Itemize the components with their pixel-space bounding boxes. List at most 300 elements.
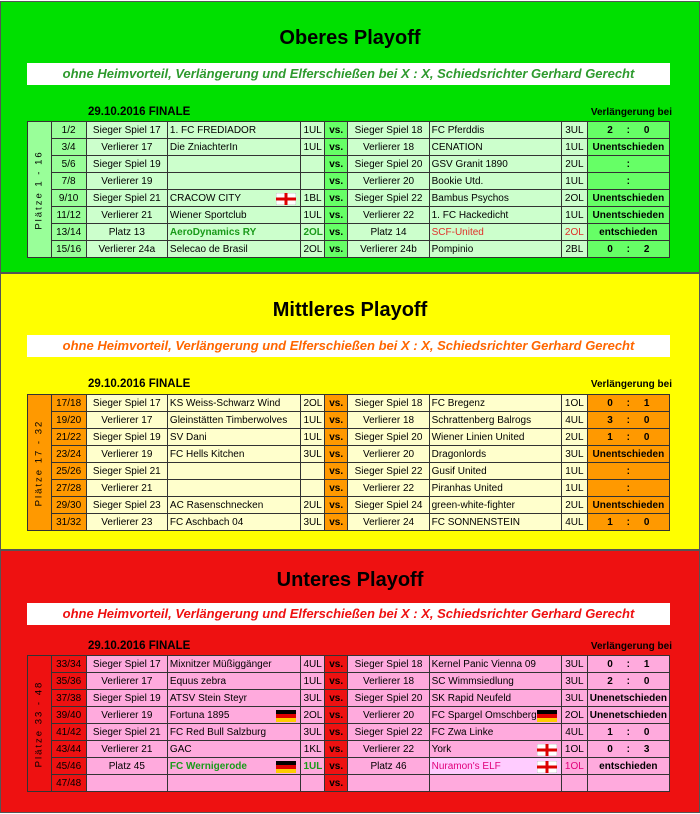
- place-cell: [51, 241, 86, 258]
- result-cell: [587, 156, 669, 173]
- away-team-text: Piranhas United: [431, 482, 503, 494]
- away-label-cell: [348, 122, 429, 139]
- place-cell: [51, 463, 86, 480]
- home-team-cell: [167, 446, 301, 463]
- home-league-cell: [301, 673, 325, 690]
- away-league-text: 3UL: [565, 448, 584, 460]
- away-team-cell: [429, 758, 561, 775]
- away-label-text: Sieger Spiel 20: [354, 692, 423, 704]
- home-label-cell: [86, 241, 167, 258]
- away-label-cell: [348, 690, 429, 707]
- away-team-cell: [429, 463, 561, 480]
- away-label-text: Verlierer 18: [362, 141, 415, 153]
- home-label-text: Verlierer 17: [101, 414, 153, 426]
- away-label-cell: [348, 514, 429, 531]
- away-league-text: 4UL: [565, 516, 584, 528]
- table-row: [28, 156, 670, 173]
- place-text: 1/2: [61, 124, 76, 136]
- away-team-cell: [429, 207, 561, 224]
- table-row: [28, 429, 670, 446]
- table-row: [28, 224, 670, 241]
- result-cell: [587, 207, 669, 224]
- away-team-cell: [429, 775, 561, 792]
- result-text: 0 : 1: [607, 658, 650, 670]
- home-label-cell: [86, 690, 167, 707]
- rules-banner: ohne Heimvorteil, Verlängerung und Elferschießen bei X : X, Schiedsrichter Gerhard Gerecht: [27, 603, 670, 625]
- place-cell: [51, 446, 86, 463]
- home-label-text: Verlierer 23: [101, 516, 153, 528]
- home-label-cell: [86, 395, 167, 412]
- home-team-text: FC Wernigerode: [169, 760, 247, 772]
- place-text: 11/12: [56, 209, 81, 221]
- place-text: 47/48: [56, 777, 82, 789]
- away-label-text: Verlierer 22: [362, 209, 415, 221]
- away-league-text: 4UL: [565, 414, 584, 426]
- away-league-cell: [562, 241, 588, 258]
- place-text: 21/22: [56, 431, 82, 443]
- home-league-cell: [301, 156, 325, 173]
- away-label-cell: [348, 758, 429, 775]
- table-row: [28, 139, 670, 156]
- result-text: Unentschieden: [592, 448, 665, 460]
- home-label-cell: [86, 707, 167, 724]
- result-text: 1 : 0: [607, 431, 650, 443]
- vs-cell: vs.: [324, 190, 348, 207]
- home-team-cell: [167, 207, 301, 224]
- date-text: 29.10.2016: [88, 640, 146, 652]
- vs-cell: vs.: [324, 156, 348, 173]
- home-league-cell: [301, 224, 325, 241]
- away-label-cell: [348, 480, 429, 497]
- away-team-text: Wiener Linien United: [431, 431, 525, 443]
- away-team-text: SK Rapid Neufeld: [431, 692, 512, 704]
- away-label-text: Verlierer 24b: [360, 243, 417, 255]
- home-league-text: 1UL: [303, 675, 322, 687]
- table-row: [28, 775, 670, 792]
- home-team-text: 1. FC FREDIADOR: [169, 124, 257, 136]
- place-cell: [51, 741, 86, 758]
- away-team-cell: [429, 429, 561, 446]
- home-label-cell: [86, 741, 167, 758]
- place-text: 31/32: [56, 516, 82, 528]
- places-side-label: [28, 656, 52, 792]
- away-label-text: Sieger Spiel 18: [354, 124, 423, 136]
- home-label-text: Verlierer 21: [101, 482, 153, 494]
- match-date: [88, 640, 190, 652]
- home-label-cell: [86, 156, 167, 173]
- away-team-cell: [429, 241, 561, 258]
- away-team-cell: [429, 497, 561, 514]
- away-league-cell: [562, 190, 588, 207]
- home-league-cell: [301, 412, 325, 429]
- home-team-cell: [167, 480, 301, 497]
- home-label-cell: [86, 224, 167, 241]
- result-cell: [587, 446, 669, 463]
- away-league-cell: [562, 463, 588, 480]
- result-cell: [587, 395, 669, 412]
- vs-cell: vs.: [324, 741, 348, 758]
- place-text: 23/24: [56, 448, 82, 460]
- home-label-text: Verlierer 21: [101, 209, 153, 221]
- home-league-cell: [301, 207, 325, 224]
- away-league-text: 1OL: [564, 397, 584, 409]
- home-team-cell: [167, 139, 301, 156]
- home-label-text: Sieger Spiel 17: [92, 397, 161, 409]
- result-cell: [587, 463, 669, 480]
- home-league-text: 1UL: [303, 760, 323, 772]
- place-text: 39/40: [56, 709, 82, 721]
- home-team-cell: [167, 497, 301, 514]
- away-label-cell: [348, 724, 429, 741]
- germany-flag-icon: [276, 710, 296, 722]
- vs-cell: vs.: [324, 775, 348, 792]
- away-team-text: Bookie Utd.: [431, 175, 484, 187]
- away-label-cell: [348, 139, 429, 156]
- place-cell: [51, 758, 86, 775]
- date-text: 29.10.2016: [88, 378, 146, 390]
- home-label-cell: [86, 724, 167, 741]
- table-row: [28, 463, 670, 480]
- home-team-cell: [167, 122, 301, 139]
- away-label-cell: [348, 190, 429, 207]
- home-team-text: FC Red Bull Salzburg: [169, 726, 267, 738]
- home-team-cell: [167, 758, 301, 775]
- away-label-text: Verlierer 20: [362, 448, 415, 460]
- place-cell: [51, 429, 86, 446]
- vs-cell: vs.: [324, 429, 348, 446]
- result-cell: [587, 412, 669, 429]
- home-label-text: Sieger Spiel 23: [92, 499, 161, 511]
- home-league-cell: [301, 690, 325, 707]
- home-team-text: KS Weiss-Schwarz Wind: [169, 397, 281, 409]
- home-label-cell: [86, 656, 167, 673]
- table-row: [28, 122, 670, 139]
- away-team-cell: [429, 690, 561, 707]
- result-cell: [587, 139, 669, 156]
- place-text: 5/6: [61, 158, 76, 170]
- result-cell: [587, 724, 669, 741]
- away-league-cell: [562, 724, 588, 741]
- home-label-text: Sieger Spiel 17: [92, 124, 161, 136]
- away-league-cell: [562, 707, 588, 724]
- home-label-cell: [86, 514, 167, 531]
- away-league-text: 2UL: [565, 431, 584, 443]
- away-team-text: FC Pferddis: [431, 124, 485, 136]
- result-cell: [587, 707, 669, 724]
- vs-cell: vs.: [324, 480, 348, 497]
- away-league-text: 3UL: [565, 692, 584, 704]
- home-team-cell: [167, 429, 301, 446]
- home-league-cell: [301, 758, 325, 775]
- away-team-cell: [429, 656, 561, 673]
- home-label-text: Sieger Spiel 21: [92, 465, 161, 477]
- away-team-text: green-white-fighter: [431, 499, 515, 511]
- vs-cell: vs.: [324, 463, 348, 480]
- home-label-cell: [86, 673, 167, 690]
- away-team-text: FC Zwa Linke: [431, 726, 494, 738]
- home-team-text: Wiener Sportclub: [169, 209, 247, 221]
- home-team-text: Equus zebra: [169, 675, 227, 687]
- home-team-cell: [167, 741, 301, 758]
- away-label-cell: [348, 395, 429, 412]
- away-label-cell: [348, 224, 429, 241]
- vs-cell: vs.: [324, 139, 348, 156]
- place-text: 9/10: [58, 192, 79, 204]
- away-label-text: Sieger Spiel 22: [354, 192, 423, 204]
- home-label-cell: [86, 429, 167, 446]
- table-row: [28, 673, 670, 690]
- result-cell: [587, 741, 669, 758]
- away-team-text: GSV Granit 1890: [431, 158, 508, 170]
- result-text: 0 : 1: [607, 397, 650, 409]
- table-row: [28, 173, 670, 190]
- away-team-cell: [429, 514, 561, 531]
- place-cell: [51, 656, 86, 673]
- home-label-text: Sieger Spiel 19: [92, 431, 161, 443]
- table-row: [28, 690, 670, 707]
- result-text: 3 : 0: [607, 414, 650, 426]
- away-label-cell: [348, 241, 429, 258]
- games-table: [27, 655, 670, 792]
- away-league-text: 1OL: [564, 760, 584, 772]
- result-text: entschieden: [599, 760, 658, 772]
- vs-cell: vs.: [324, 690, 348, 707]
- section-title: Unteres Playoff: [276, 569, 424, 591]
- table-row: [28, 741, 670, 758]
- home-league-text: 3UL: [303, 692, 322, 704]
- home-team-text: AC Rasenschnecken: [169, 499, 264, 511]
- table-row: [28, 707, 670, 724]
- vs-cell: vs.: [324, 241, 348, 258]
- place-cell: [51, 122, 86, 139]
- result-cell: [587, 775, 669, 792]
- result-text: 2 : 0: [607, 124, 650, 136]
- table-row: [28, 395, 670, 412]
- away-label-text: Platz 14: [370, 226, 407, 238]
- away-league-text: 1UL: [565, 141, 584, 153]
- vs-cell: vs.: [324, 395, 348, 412]
- away-label-cell: [348, 656, 429, 673]
- away-league-cell: [562, 758, 588, 775]
- home-league-text: 1KL: [303, 743, 322, 755]
- away-label-cell: [348, 707, 429, 724]
- result-text: Unenetschieden: [589, 709, 667, 721]
- home-league-text: 1UL: [303, 124, 322, 136]
- place-cell: [51, 207, 86, 224]
- away-league-text: 2BL: [565, 243, 584, 255]
- vs-cell: vs.: [324, 656, 348, 673]
- home-team-text: GAC: [169, 743, 192, 755]
- result-cell: [587, 122, 669, 139]
- away-label-text: Sieger Spiel 18: [354, 397, 423, 409]
- away-team-text: Pompinio: [431, 243, 474, 255]
- home-team-cell: [167, 190, 301, 207]
- vs-cell: vs.: [324, 673, 348, 690]
- place-cell: [51, 673, 86, 690]
- away-team-cell: [429, 173, 561, 190]
- away-team-text: 1. FC Hackedicht: [431, 209, 509, 221]
- away-label-cell: [348, 497, 429, 514]
- england-flag-icon: [276, 193, 296, 205]
- home-league-cell: [301, 775, 325, 792]
- home-label-cell: [86, 207, 167, 224]
- home-label-text: Verlierer 19: [101, 709, 153, 721]
- home-team-text: Selecao de Brasil: [169, 243, 248, 255]
- home-team-cell: [167, 707, 301, 724]
- home-label-cell: [86, 122, 167, 139]
- place-cell: [51, 412, 86, 429]
- home-league-text: 1UL: [303, 141, 322, 153]
- away-league-text: 2UL: [565, 158, 584, 170]
- away-league-cell: [562, 497, 588, 514]
- result-text: Unentschieden: [592, 499, 665, 511]
- away-team-cell: [429, 139, 561, 156]
- away-team-text: FC Spargel Omschberg: [431, 709, 537, 721]
- home-league-cell: [301, 707, 325, 724]
- away-league-cell: [562, 224, 588, 241]
- result-text: 1 : 0: [607, 516, 650, 528]
- place-text: 27/28: [56, 482, 82, 494]
- away-team-cell: [429, 412, 561, 429]
- home-team-cell: [167, 775, 301, 792]
- table-row: [28, 758, 670, 775]
- away-label-text: Verlierer 22: [362, 482, 415, 494]
- away-team-text: Dragonlords: [431, 448, 487, 460]
- home-league-cell: [301, 395, 325, 412]
- home-league-cell: [301, 173, 325, 190]
- away-team-text: SC Wimmsiedlung: [431, 675, 514, 687]
- result-text: Unenetschieden: [589, 692, 667, 704]
- table-row: [28, 190, 670, 207]
- away-label-text: Verlierer 18: [362, 414, 415, 426]
- vs-cell: vs.: [324, 412, 348, 429]
- away-team-cell: [429, 446, 561, 463]
- home-team-text: CRACOW CITY: [169, 192, 242, 204]
- result-cell: [587, 224, 669, 241]
- place-text: 7/8: [61, 175, 76, 187]
- result-text: Unentschieden: [592, 141, 665, 153]
- home-label-text: Sieger Spiel 19: [92, 158, 161, 170]
- away-league-cell: [562, 395, 588, 412]
- away-label-text: Sieger Spiel 22: [354, 465, 423, 477]
- result-cell: [587, 673, 669, 690]
- place-cell: [51, 480, 86, 497]
- table-row: [28, 241, 670, 258]
- place-text: 13/14: [56, 226, 82, 238]
- home-label-cell: [86, 497, 167, 514]
- away-team-cell: [429, 480, 561, 497]
- away-league-cell: [562, 122, 588, 139]
- away-league-cell: [562, 207, 588, 224]
- vs-cell: vs.: [324, 122, 348, 139]
- home-team-cell: [167, 514, 301, 531]
- table-row: [28, 412, 670, 429]
- vs-cell: vs.: [324, 514, 348, 531]
- away-label-text: Verlierer 20: [362, 709, 415, 721]
- away-team-cell: [429, 707, 561, 724]
- away-league-text: 1UL: [565, 209, 584, 221]
- home-league-text: 1UL: [303, 414, 322, 426]
- away-team-text: Nuramon's ELF: [431, 760, 501, 772]
- home-label-cell: [86, 190, 167, 207]
- result-cell: [587, 480, 669, 497]
- place-text: 35/36: [56, 675, 82, 687]
- table-row: [28, 446, 670, 463]
- rules-banner: ohne Heimvorteil, Verlängerung und Elferschießen bei X : X, Schiedsrichter Gerhard Gerecht: [27, 335, 670, 357]
- side-label-text: Plätze 17 - 32: [33, 419, 45, 506]
- date-text: 29.10.2016: [88, 106, 146, 118]
- away-team-cell: [429, 673, 561, 690]
- home-label-text: Platz 13: [108, 226, 145, 238]
- home-league-cell: [301, 463, 325, 480]
- section-title: Mittleres Playoff: [272, 299, 428, 321]
- place-text: 3/4: [61, 141, 76, 153]
- away-league-cell: [562, 412, 588, 429]
- away-label-cell: [348, 429, 429, 446]
- away-team-text: FC Bregenz: [431, 397, 485, 409]
- away-label-text: Sieger Spiel 20: [354, 158, 423, 170]
- home-team-text: FC Hells Kitchen: [169, 448, 245, 460]
- place-text: 43/44: [56, 743, 82, 755]
- result-text: entschieden: [599, 226, 658, 238]
- home-label-cell: [86, 480, 167, 497]
- away-team-cell: [429, 741, 561, 758]
- result-cell: [587, 656, 669, 673]
- home-team-cell: [167, 724, 301, 741]
- result-text: :: [626, 465, 631, 477]
- result-text: 2 : 0: [607, 675, 650, 687]
- result-cell: [587, 514, 669, 531]
- away-league-text: 4UL: [565, 726, 584, 738]
- away-league-cell: [562, 656, 588, 673]
- home-league-text: 3UL: [303, 726, 322, 738]
- home-team-cell: [167, 173, 301, 190]
- away-league-cell: [562, 514, 588, 531]
- away-team-text: FC SONNENSTEIN: [431, 516, 520, 528]
- place-cell: [51, 139, 86, 156]
- away-team-cell: [429, 190, 561, 207]
- result-text: 1 : 0: [607, 726, 650, 738]
- away-team-text: SCF-United: [431, 226, 484, 238]
- home-label-cell: [86, 446, 167, 463]
- match-date: [88, 378, 190, 390]
- england-flag-icon: [537, 744, 557, 756]
- germany-flag-icon: [537, 710, 557, 722]
- place-text: 15/16: [56, 243, 82, 255]
- home-league-cell: [301, 446, 325, 463]
- result-text: 0 : 2: [607, 243, 650, 255]
- home-label-text: Verlierer 19: [101, 175, 153, 187]
- home-league-cell: [301, 724, 325, 741]
- away-team-text: Schrattenberg Balrogs: [431, 414, 532, 426]
- away-team-cell: [429, 224, 561, 241]
- vs-cell: vs.: [324, 207, 348, 224]
- overtime-header: Verlängerung bei: [590, 107, 672, 118]
- home-league-cell: [301, 190, 325, 207]
- away-label-text: Sieger Spiel 18: [354, 658, 423, 670]
- away-label-text: Verlierer 22: [362, 743, 415, 755]
- away-league-text: 2UL: [565, 499, 584, 511]
- away-label-cell: [348, 463, 429, 480]
- place-cell: [51, 190, 86, 207]
- home-team-cell: [167, 656, 301, 673]
- place-cell: [51, 724, 86, 741]
- away-league-cell: [562, 139, 588, 156]
- home-league-cell: [301, 656, 325, 673]
- away-team-cell: [429, 724, 561, 741]
- home-label-text: Verlierer 17: [101, 141, 153, 153]
- home-league-text: 1BL: [303, 192, 322, 204]
